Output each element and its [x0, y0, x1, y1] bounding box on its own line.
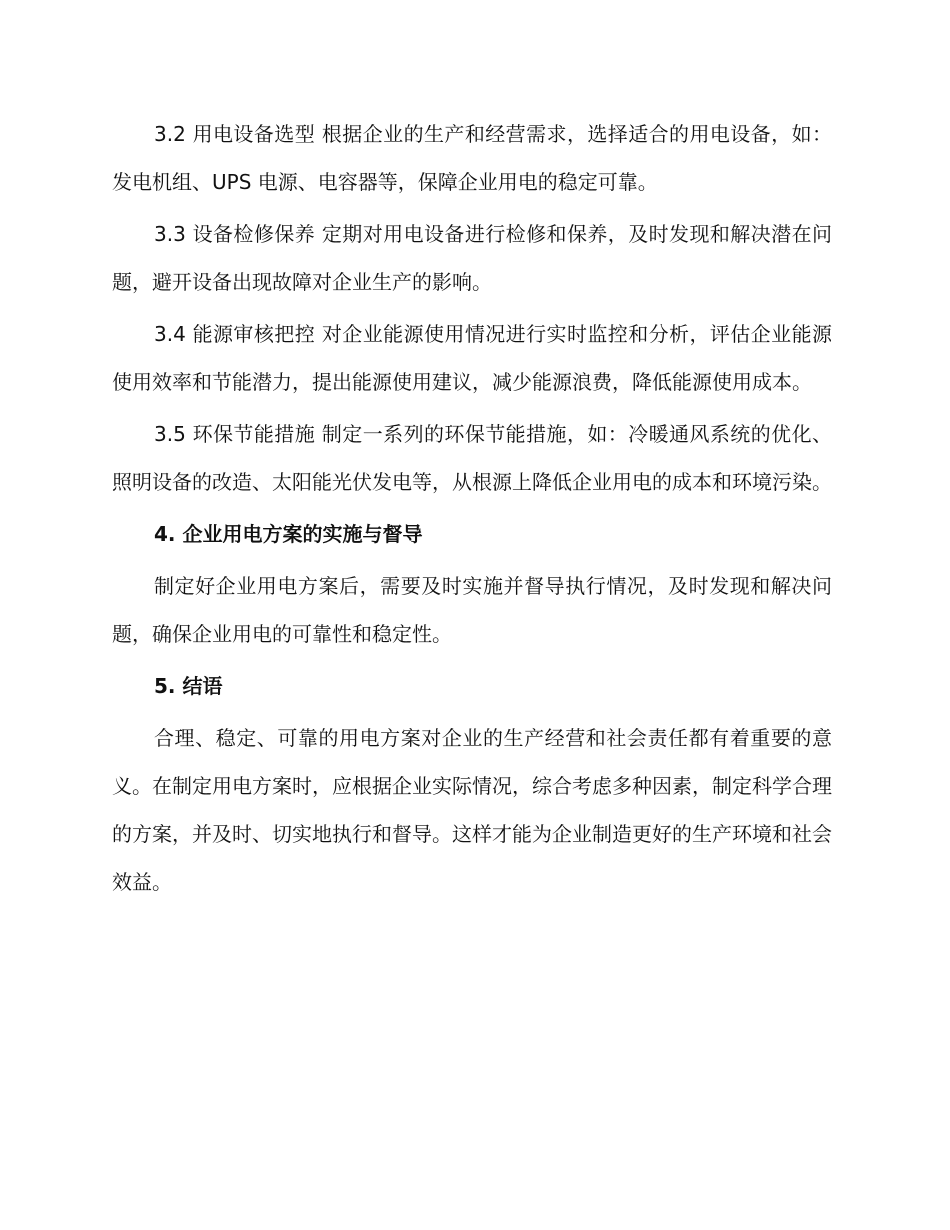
paragraph-3-2: 3.2 用电设备选型 根据企业的生产和经营需求，选择适合的用电设备，如：发电机组、UPS 电源、电容器等，保障企业用电的稳定可靠。: [112, 122, 832, 194]
document-page: [112, 110, 832, 910]
paragraph-5: 合理、稳定、可靠的用电方案对企业的生产经营和社会责任都有着重要的意义。在制定用电方案时，应根据企业实际情况，综合考虑多种因素，制定科学合理的方案，并及时、切实地执行和督导。这样才能为企业制造更好的生产环境和社会效益。: [112, 726, 832, 894]
paragraph-3-3: 3.3 设备检修保养 定期对用电设备进行检修和保养，及时发现和解决潜在问题，避开设备出现故障对企业生产的影响。: [112, 222, 832, 294]
paragraph-3-4: 3.4 能源审核把控 对企业能源使用情况进行实时监控和分析，评估企业能源使用效率和节能潜力，提出能源使用建议，减少能源浪费，降低能源使用成本。: [112, 322, 832, 394]
section-heading-5: 5. 结语: [154, 674, 223, 698]
paragraph-4: 制定好企业用电方案后，需要及时实施并督导执行情况，及时发现和解决问题，确保企业用电的可靠性和稳定性。: [112, 574, 832, 646]
paragraph-3-5: 3.5 环保节能措施 制定一系列的环保节能措施，如：冷暖通风系统的优化、照明设备的改造、太阳能光伏发电等，从根源上降低企业用电的成本和环境污染。: [112, 422, 832, 494]
section-heading-4: 4. 企业用电方案的实施与督导: [154, 522, 423, 546]
